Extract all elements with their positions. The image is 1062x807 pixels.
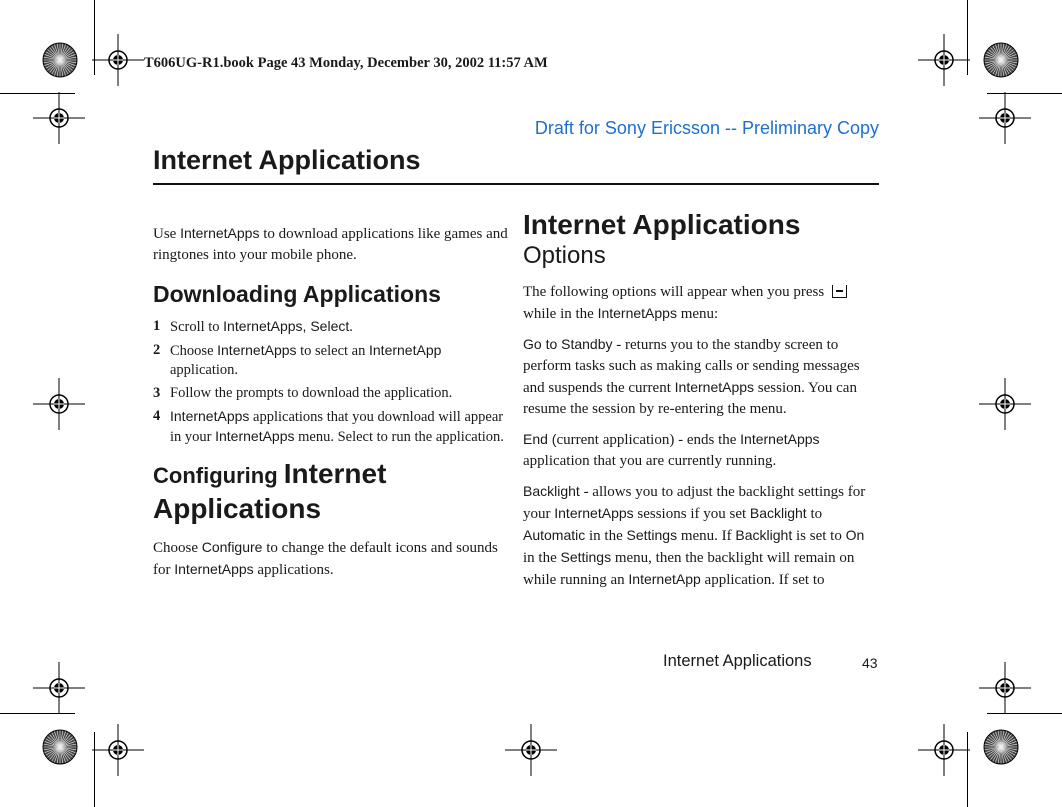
heading-part: Options bbox=[523, 242, 606, 269]
ui-term: On bbox=[845, 527, 865, 543]
ui-term: End ( bbox=[523, 431, 557, 447]
option-end bbox=[523, 429, 879, 472]
intro-paragraph bbox=[153, 223, 508, 266]
text: application. bbox=[170, 362, 239, 378]
text: applications that you download will appear in your bbox=[170, 409, 504, 445]
ui-term: Backlight bbox=[749, 505, 807, 521]
registration-mark-icon bbox=[33, 92, 85, 144]
ui-term: Configure bbox=[201, 539, 263, 555]
softkey-menu-icon bbox=[832, 285, 847, 298]
text: . bbox=[349, 319, 353, 335]
text: application. If set to bbox=[700, 572, 825, 588]
ui-term: Backlight bbox=[735, 527, 793, 543]
option-go-to-standby bbox=[523, 334, 879, 420]
text: application that you are currently running. bbox=[523, 453, 777, 469]
list-item bbox=[153, 317, 508, 337]
heading-part: Internet Applications bbox=[523, 209, 801, 240]
text: Choose bbox=[170, 343, 218, 359]
registration-mark-icon bbox=[505, 724, 557, 776]
text: session. You can resume the session by re-entering the menu. bbox=[523, 380, 857, 417]
print-slug: T606UG-R1.book Page 43 Monday, December 30, 2002 11:57 AM bbox=[144, 55, 548, 71]
section-heading-downloading: Downloading Applications bbox=[153, 281, 441, 307]
registration-mark-icon bbox=[92, 34, 144, 86]
download-steps bbox=[153, 317, 508, 447]
registration-mark-icon bbox=[92, 724, 144, 776]
text: - returns you to the standby screen to perform tasks such as making calls or sending messages and suspends the current bbox=[523, 337, 860, 396]
options-intro bbox=[523, 282, 879, 325]
text: while in the bbox=[523, 306, 598, 322]
text: current application) - ends the bbox=[556, 432, 741, 448]
ui-term: Automatic bbox=[523, 527, 586, 543]
ui-term: Backlight bbox=[523, 483, 580, 499]
ui-term: InternetApp bbox=[628, 571, 701, 587]
text: sessions if you set bbox=[633, 506, 750, 522]
section-heading-options bbox=[523, 208, 879, 270]
ui-term: InternetApp bbox=[369, 342, 442, 358]
text: menu, then the backlight will remain on while running an bbox=[523, 550, 855, 588]
list-item bbox=[153, 341, 508, 380]
text: menu. If bbox=[677, 528, 736, 544]
ui-term: InternetApps, Select bbox=[223, 318, 350, 334]
ui-term: Settings bbox=[626, 527, 678, 543]
color-starburst-icon bbox=[983, 42, 1019, 78]
registration-mark-icon bbox=[979, 378, 1031, 430]
text: to select an bbox=[296, 343, 369, 359]
configuring-paragraph bbox=[153, 537, 508, 581]
text: to bbox=[806, 506, 823, 522]
section-heading-configuring bbox=[153, 457, 508, 527]
registration-mark-icon bbox=[33, 378, 85, 430]
color-starburst-icon bbox=[42, 729, 78, 765]
page-number: 43 bbox=[862, 655, 878, 671]
text: is set to bbox=[792, 528, 846, 544]
text: The following options will appear when you press bbox=[523, 284, 828, 300]
ui-term: InternetApps bbox=[180, 225, 260, 241]
list-item bbox=[153, 407, 508, 447]
step-number: 3 bbox=[153, 385, 161, 401]
step-number: 1 bbox=[153, 318, 161, 334]
text: Follow the prompts to download the application. bbox=[170, 385, 453, 401]
ui-term: InternetApps bbox=[740, 431, 820, 447]
text: to change the default icons and sounds for bbox=[153, 540, 498, 578]
registration-mark-icon bbox=[979, 662, 1031, 714]
registration-mark-icon bbox=[918, 34, 970, 86]
text: Use bbox=[153, 226, 181, 242]
registration-mark-icon bbox=[979, 92, 1031, 144]
ui-term: InternetApps bbox=[554, 505, 634, 521]
draft-notice: Draft for Sony Ericsson -- Preliminary Copy bbox=[534, 118, 879, 138]
ui-term: InternetApps bbox=[674, 379, 755, 395]
color-starburst-icon bbox=[983, 729, 1019, 765]
chapter-title: Internet Applications bbox=[153, 145, 421, 175]
ui-term: InternetApps bbox=[170, 408, 250, 424]
right-column bbox=[523, 208, 879, 591]
text: Choose bbox=[153, 540, 202, 556]
text: in the bbox=[585, 528, 627, 544]
registration-mark-icon bbox=[33, 662, 85, 714]
text: applications. bbox=[253, 562, 334, 578]
text: Scroll to bbox=[170, 319, 224, 335]
heading-part: Internet Applications bbox=[153, 458, 387, 524]
ui-term: InternetApps bbox=[174, 561, 254, 577]
ui-term: Settings bbox=[560, 549, 612, 565]
ui-term: InternetApps bbox=[215, 428, 295, 444]
left-column bbox=[153, 223, 508, 581]
text: - allows you to adjust the backlight settings for your bbox=[523, 484, 866, 522]
heading-part: Configuring bbox=[153, 463, 284, 488]
step-number: 4 bbox=[153, 408, 161, 424]
text: menu. Select to run the application. bbox=[294, 429, 504, 445]
chapter-rule bbox=[153, 183, 879, 185]
ui-term: InternetApps bbox=[217, 342, 297, 358]
step-number: 2 bbox=[153, 342, 161, 358]
text: menu: bbox=[676, 306, 719, 322]
ui-term: Go to Standby bbox=[523, 336, 613, 352]
footer-section-title: Internet Applications bbox=[663, 652, 812, 670]
registration-mark-icon bbox=[918, 724, 970, 776]
list-item bbox=[153, 384, 508, 403]
text: in the bbox=[523, 550, 561, 566]
ui-term: InternetApps bbox=[597, 305, 677, 321]
option-backlight bbox=[523, 481, 879, 591]
text: to download applications like games and ringtones into your mobile phone. bbox=[153, 226, 508, 263]
color-starburst-icon bbox=[42, 42, 78, 78]
